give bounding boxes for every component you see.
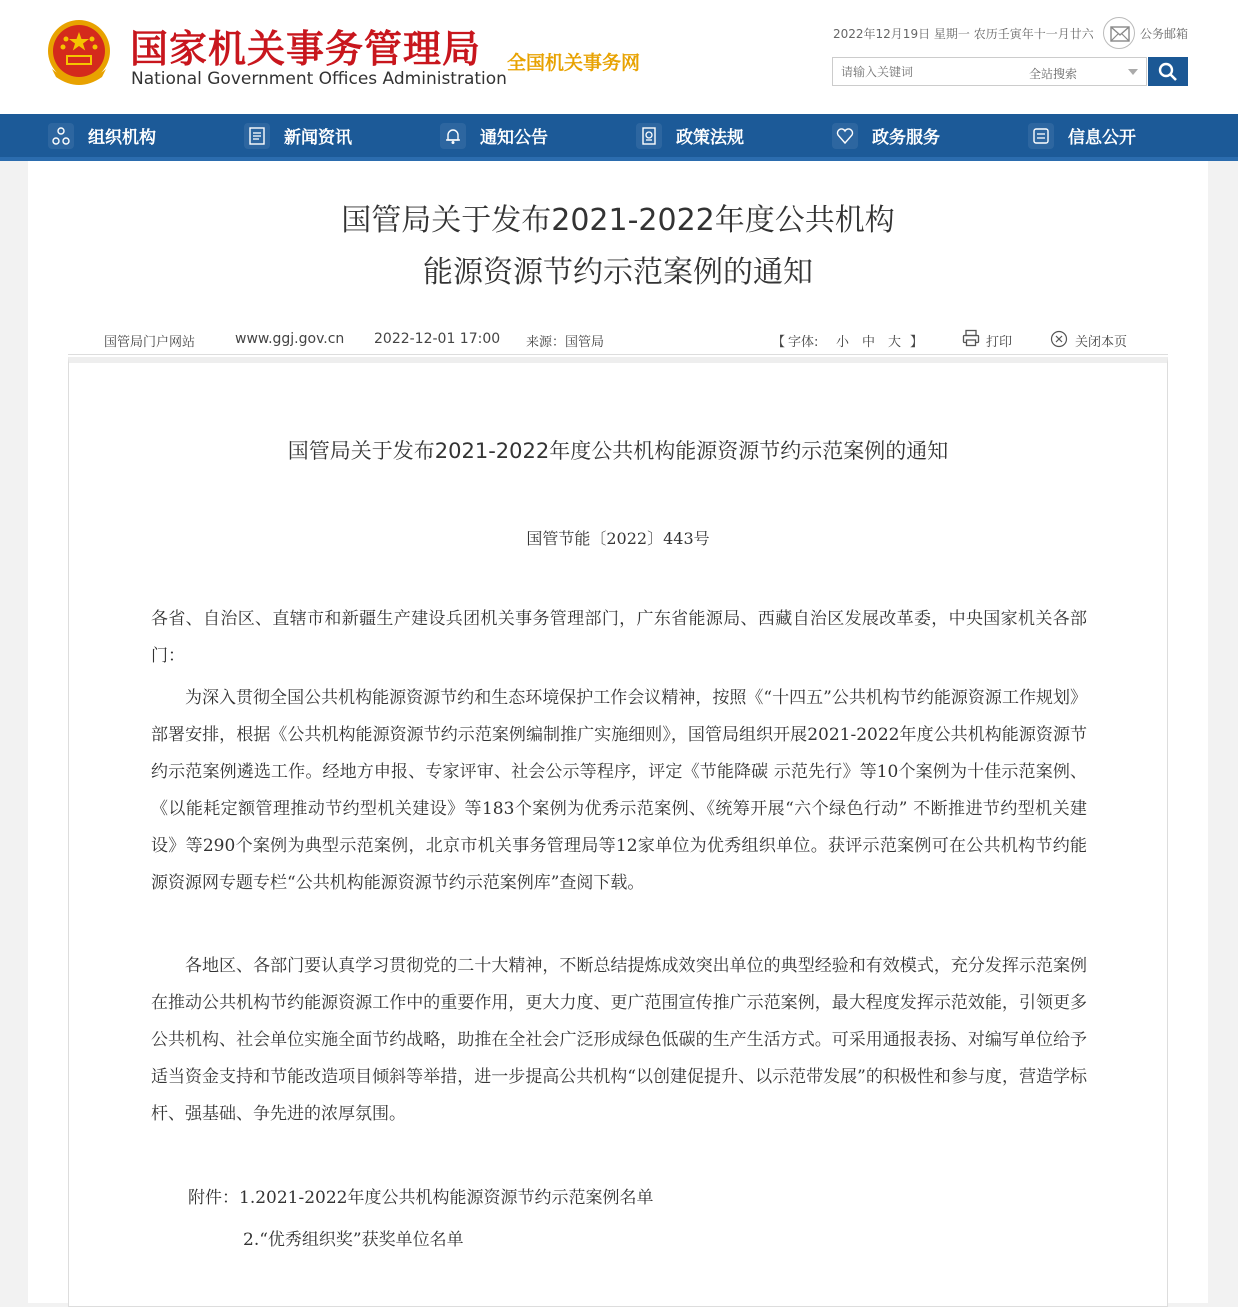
search-scope-label: 全站搜索 [1029, 67, 1078, 81]
site-header [0, 0, 1238, 114]
bell-icon [440, 123, 466, 149]
search-button[interactable] [1148, 57, 1188, 86]
meta-source: 来源：国管局 [526, 335, 605, 350]
nav-label: 新闻资讯 [284, 128, 352, 148]
site-title-en: National Government Offices Administration [131, 69, 507, 89]
nav-item-policy[interactable] [636, 114, 744, 157]
salutation: 各省、自治区、直辖市和新疆生产建设兵团机关事务管理部门，广东省能源局、西藏自治区发展改革委，中央国家机关各部门： [151, 609, 1087, 666]
font-medium-button[interactable]: 中 [862, 335, 876, 350]
mail-link[interactable]: 公务邮箱 [1140, 27, 1189, 41]
subsite-link[interactable]: 全国机关事务网 [507, 52, 641, 74]
meta-url: www.ggj.gov.cn [235, 331, 345, 347]
chevron-down-icon [1128, 69, 1138, 75]
font-bracket-close: 】 [910, 335, 924, 350]
nav-item-news[interactable] [244, 114, 352, 157]
page-title-line1: 国管局关于发布2021-2022年度公共机构 [341, 203, 895, 238]
org-icon [48, 123, 74, 149]
nav-item-org[interactable] [48, 114, 156, 157]
article-container [28, 161, 1208, 1303]
main-nav [0, 114, 1238, 161]
nav-item-notice[interactable] [440, 114, 548, 157]
page-title-line2: 能源资源节约示范案例的通知 [423, 255, 813, 290]
divider [68, 354, 1168, 355]
meta-site: 国管局门户网站 [104, 335, 196, 350]
attachment-2[interactable]: 2.“优秀组织奖”获奖单位名单 [243, 1230, 464, 1250]
meta-datetime: 2022-12-01 17:00 [374, 331, 501, 347]
site-title-cn[interactable]: 国家机关事务管理局 [130, 26, 482, 71]
paragraph-2: 各地区、各部门要认真学习贯彻党的二十大精神，不断总结提炼成效突出单位的典型经验和有效模式，充分发挥示范案例在推动公共机构节约能源资源工作中的重要作用，更大力度、更广范围宣传推广示范案例，最大程度发挥示范效能，引领更多公共机构、社会单位实施全面节约战略，助推在全社会广泛形成绿色低碳的生产生活方式。可采用通报表扬、对编写单位给予适当资金支持和节能改造项目倾斜等举措，进一步提高公共机构“以创建促提升、以示范带发展”的积极性和参与度，营造学标杆、强基础、争先进的浓厚氛围。 [151, 956, 1087, 1124]
print-icon[interactable] [962, 329, 980, 351]
print-button[interactable]: 打印 [986, 335, 1013, 350]
search-icon [1158, 62, 1178, 82]
nav-item-info[interactable] [1028, 114, 1136, 157]
article-body [68, 357, 1168, 1307]
nav-label: 政务服务 [872, 128, 940, 148]
nav-item-service[interactable] [832, 114, 940, 157]
font-bracket-open: 【 [772, 335, 786, 350]
search-scope-select[interactable] [1019, 57, 1147, 86]
mail-icon[interactable] [1103, 17, 1135, 49]
info-icon [1028, 123, 1054, 149]
page-title [28, 195, 1208, 299]
policy-icon [636, 123, 662, 149]
national-emblem-icon[interactable] [44, 17, 114, 89]
nav-label: 信息公开 [1068, 128, 1136, 148]
date-display: 2022年12月19日 星期一 农历壬寅年十一月廿六 [833, 27, 1094, 41]
news-icon [244, 123, 270, 149]
search-box[interactable] [832, 57, 1020, 86]
close-icon[interactable] [1050, 330, 1068, 352]
nav-label: 政策法规 [676, 128, 744, 148]
close-page-button[interactable]: 关闭本页 [1075, 335, 1128, 350]
search-input[interactable] [833, 58, 1019, 85]
doc-number: 国管节能〔2022〕443号 [526, 529, 710, 548]
paragraph-1: 为深入贯彻全国公共机构能源资源节约和生态环境保护工作会议精神，按照《“十四五”公共机构节约能源资源工作规划》部署安排，根据《公共机构能源资源节约示范案例编制推广实施细则》，国管局组织开展2021-2022年度公共机构能源资源节约示范案例遴选工作。经地方申报、专家评审、社会公示等程序，评定《节能降碳 示范先行》等10个案例为十佳示范案例、《以能耗定额管理推动节约型机关建设》等183个案例为优秀示范案例、《统筹开展“六个绿色行动” 不断推进节约型机关建设》等290个案例为典型示范案例，北京市机关事务管理局等12家单位为优秀组织单位。获评示范案例可在公共机构节约能源资源网专题专栏“公共机构能源资源节约示范案例库”查阅下载。 [151, 688, 1087, 893]
font-small-button[interactable]: 小 [836, 335, 850, 350]
nav-label: 组织机构 [88, 128, 156, 148]
font-size-label: 字体: [788, 335, 819, 350]
nav-label: 通知公告 [480, 128, 548, 148]
attachment-1[interactable]: 附件：1.2021-2022年度公共机构能源资源节约示范案例名单 [188, 1188, 654, 1208]
font-large-button[interactable]: 大 [888, 335, 902, 350]
doc-title: 国管局关于发布2021-2022年度公共机构能源资源节约示范案例的通知 [287, 439, 949, 463]
service-icon [832, 123, 858, 149]
